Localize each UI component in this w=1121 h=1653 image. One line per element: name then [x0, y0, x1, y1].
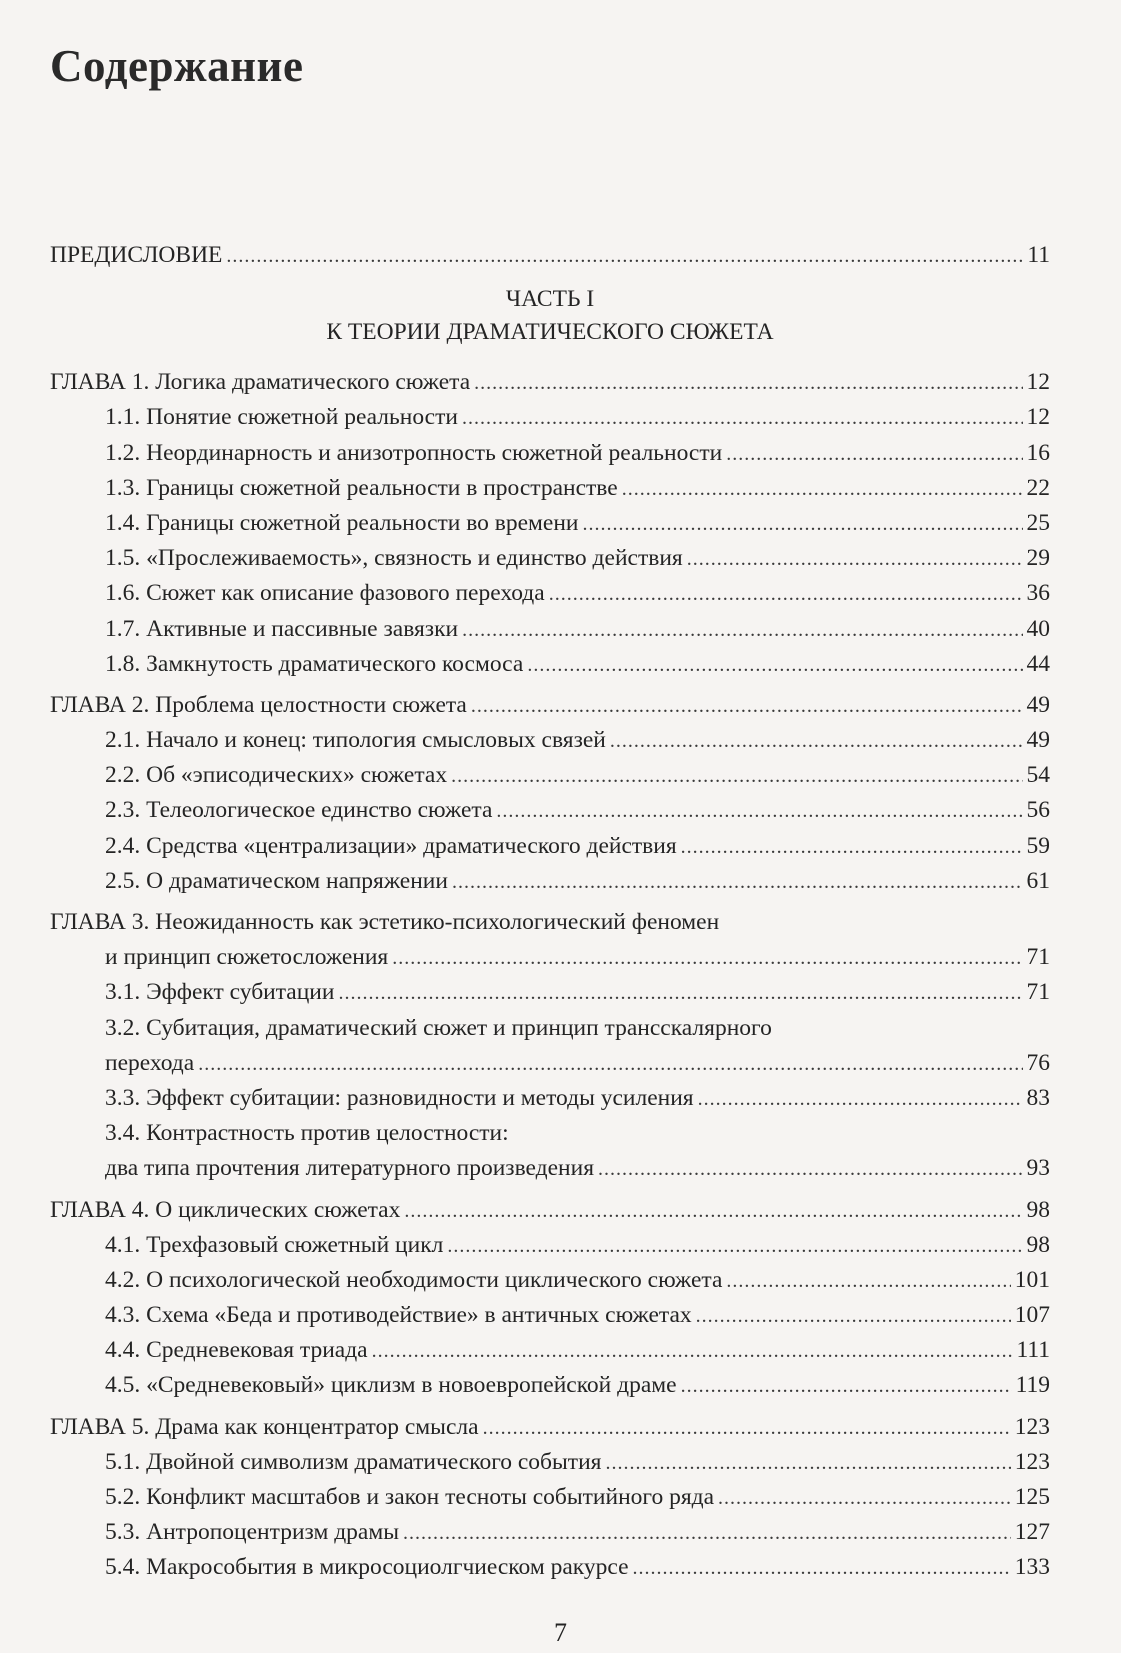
dot-leader	[474, 365, 1022, 401]
entry-page: 93	[1026, 1155, 1050, 1182]
entry-page: 61	[1026, 867, 1050, 894]
entry-page: 133	[1014, 1554, 1050, 1581]
chapter-title: ГЛАВА 3. Неожиданность как эстетико-психологический феномен	[50, 909, 720, 935]
section-title: 2.1. Начало и конец: типология смысловых связей	[105, 727, 606, 754]
page-number: 7	[554, 1618, 567, 1647]
toc-chapter-2	[50, 688, 1050, 723]
part-title: К ТЕОРИИ ДРАМАТИЧЕСКОГО СЮЖЕТА	[326, 319, 774, 346]
entry-label: ПРЕДИСЛОВИЕ	[50, 242, 223, 268]
dot-leader	[462, 612, 1022, 648]
toc-section-3-1	[50, 975, 1050, 1010]
entry-page: 16	[1026, 439, 1050, 466]
dot-leader	[633, 1550, 1011, 1586]
entry-page: 125	[1014, 1484, 1050, 1510]
entry-page: 123	[1014, 1448, 1050, 1475]
chapter-title-continued: и принцип сюжетосложения	[105, 944, 389, 971]
toc-chapter-3-line-1	[50, 905, 1050, 940]
section-title: 3.3. Эффект субитации: разновидности и методы усиления	[105, 1084, 694, 1111]
chapter-title: ГЛАВА 1. Логика драматического сюжета	[50, 369, 471, 396]
toc-chapter-5	[50, 1410, 1050, 1445]
dot-leader	[451, 758, 1022, 794]
dot-leader	[622, 471, 1023, 507]
section-title: 4.2. О психологической необходимости циклического сюжета	[105, 1266, 723, 1293]
dot-leader	[527, 647, 1022, 683]
entry-page: 71	[1026, 979, 1050, 1006]
toc-chapter-3-line-2	[50, 940, 1050, 975]
dot-leader	[403, 1515, 1011, 1551]
dot-leader	[605, 1445, 1010, 1481]
toc-section-4-3	[50, 1298, 1050, 1333]
entry-page: 119	[1015, 1372, 1050, 1399]
dot-leader	[726, 1263, 1010, 1299]
toc-section-2-3	[50, 793, 1050, 828]
section-title: 1.1. Понятие сюжетной реальности	[105, 404, 458, 431]
section-title: 1.8. Замкнутость драматического космоса	[105, 650, 524, 677]
dot-leader	[718, 1480, 1011, 1516]
entry-page: 98	[1026, 1231, 1050, 1258]
dot-leader	[698, 1081, 1023, 1117]
toc-section-5-4	[50, 1550, 1050, 1585]
dot-leader	[496, 793, 1022, 829]
entry-page: 123	[1014, 1413, 1050, 1440]
chapter-title: ГЛАВА 2. Проблема целостности сюжета	[50, 691, 467, 718]
dot-leader	[372, 1333, 1013, 1369]
entry-page: 29	[1026, 545, 1050, 572]
toc-section-2-4	[50, 829, 1050, 864]
section-title: 1.6. Сюжет как описание фазового перехода	[105, 580, 545, 607]
entry-page: 107	[1014, 1302, 1050, 1329]
chapter-title: ГЛАВА 4. О циклических сюжетах	[50, 1196, 401, 1223]
section-title: 5.1. Двойной символизм драматического события	[105, 1448, 602, 1475]
page-title: Содержание	[50, 41, 304, 91]
dot-leader	[583, 506, 1023, 542]
toc-section-2-5	[50, 864, 1050, 899]
section-title: 3.1. Эффект субитации	[105, 979, 335, 1006]
dot-leader	[198, 1046, 1022, 1082]
entry-page: 111	[1016, 1337, 1050, 1364]
entry-page: 76	[1026, 1049, 1050, 1076]
entry-page: 71	[1026, 944, 1050, 971]
dot-leader	[610, 723, 1023, 759]
toc-section-3-2-line-2	[50, 1046, 1050, 1081]
entry-page: 12	[1026, 369, 1050, 396]
section-title: 1.4. Границы сюжетной реальности во времени	[105, 509, 579, 536]
dot-leader	[338, 975, 1022, 1011]
section-title: 2.2. Об «эписодических» сюжетах	[105, 762, 448, 789]
chapter-title: ГЛАВА 5. Драма как концентратор смысла	[50, 1413, 479, 1440]
dot-leader	[483, 1410, 1011, 1446]
section-title: 2.5. О драматическом напряжении	[105, 867, 448, 894]
toc-section-1-3	[50, 471, 1050, 506]
section-title: 4.1. Трехфазовый сюжетный цикл	[105, 1231, 444, 1258]
toc-section-1-5	[50, 541, 1050, 576]
section-title: 1.5. «Прослеживаемость», связность и единство действия	[105, 545, 683, 572]
section-title: 5.3. Антропоцентризм драмы	[105, 1519, 400, 1546]
section-title: 1.7. Активные и пассивные завязки	[105, 615, 459, 642]
toc-section-3-4-line-2	[50, 1151, 1050, 1186]
toc-chapter-1	[50, 365, 1050, 400]
section-title: 3.4. Контрастность против целостности:	[105, 1120, 509, 1147]
entry-page: 54	[1026, 762, 1050, 789]
section-title: 4.3. Схема «Беда и противодействие» в античных сюжетах	[105, 1302, 692, 1329]
entry-page: 36	[1026, 580, 1050, 607]
entry-page: 12	[1026, 404, 1050, 431]
section-title: 5.4. Макрособытия в микросоциолгчиеском ракурсе	[105, 1554, 629, 1581]
section-title-continued: два типа прочтения литературного произведения	[105, 1155, 595, 1182]
dot-leader	[392, 940, 1022, 976]
dot-leader	[462, 400, 1023, 436]
section-title: 4.5. «Средневековый» циклизм в новоевропейской драме	[105, 1372, 677, 1399]
toc-section-1-2	[50, 436, 1050, 471]
part-heading-block	[50, 273, 1050, 365]
dot-leader	[687, 541, 1023, 577]
toc-entry-preface	[50, 238, 1050, 273]
entry-page: 25	[1026, 509, 1050, 536]
toc-section-2-1	[50, 723, 1050, 758]
entry-page: 49	[1026, 691, 1050, 718]
section-title: 3.2. Субитация, драматический сюжет и принцип трансскалярного	[105, 1014, 772, 1041]
section-title: 5.2. Конфликт масштабов и закон тесноты событийного ряда	[105, 1484, 715, 1510]
section-title: 2.4. Средства «централизации» драматического действия	[105, 832, 677, 859]
toc-section-3-2-line-1	[50, 1011, 1050, 1046]
entry-page: 83	[1026, 1084, 1050, 1111]
toc-section-1-1	[50, 400, 1050, 435]
entry-page: 49	[1026, 727, 1050, 754]
dot-leader	[598, 1151, 1022, 1187]
entry-page: 40	[1026, 615, 1050, 642]
toc-section-5-2	[50, 1480, 1050, 1515]
toc-chapter-4	[50, 1193, 1050, 1228]
toc-section-1-7	[50, 612, 1050, 647]
toc-section-1-4	[50, 506, 1050, 541]
toc-section-2-2	[50, 758, 1050, 793]
toc-section-4-4	[50, 1333, 1050, 1368]
dot-leader	[452, 864, 1023, 900]
toc-section-5-3	[50, 1515, 1050, 1550]
toc-section-1-8	[50, 647, 1050, 682]
section-title: 1.3. Границы сюжетной реальности в пространстве	[105, 474, 618, 501]
toc-section-3-4-line-1	[50, 1116, 1050, 1151]
section-title: 2.3. Телеологическое единство сюжета	[105, 797, 493, 824]
entry-page: 11	[1027, 242, 1050, 268]
part-label: ЧАСТЬ I	[505, 286, 595, 313]
entry-page: 56	[1026, 797, 1050, 824]
entry-page: 22	[1026, 474, 1050, 501]
section-title: 4.4. Средневековая триада	[105, 1337, 368, 1364]
dot-leader	[726, 436, 1022, 472]
toc-section-4-1	[50, 1228, 1050, 1263]
section-title-continued: перехода	[105, 1049, 195, 1076]
dot-leader	[549, 576, 1023, 612]
toc-section-5-1	[50, 1445, 1050, 1480]
section-title: 1.2. Неординарность и анизотропность сюжетной реальности	[105, 439, 723, 466]
entry-page: 44	[1026, 650, 1050, 677]
table-of-contents	[50, 238, 1050, 1586]
dot-leader	[404, 1193, 1022, 1229]
dot-leader	[681, 829, 1023, 865]
dot-leader	[681, 1368, 1012, 1404]
dot-leader	[471, 688, 1023, 724]
entry-page: 98	[1026, 1196, 1050, 1223]
toc-section-3-3	[50, 1081, 1050, 1116]
entry-page: 101	[1014, 1266, 1050, 1293]
entry-page: 127	[1014, 1519, 1050, 1546]
entry-page: 59	[1026, 832, 1050, 859]
toc-section-4-5	[50, 1368, 1050, 1403]
dot-leader	[696, 1298, 1011, 1334]
dot-leader	[447, 1228, 1022, 1264]
dot-leader	[226, 238, 1023, 274]
toc-section-1-6	[50, 576, 1050, 611]
toc-section-4-2	[50, 1263, 1050, 1298]
